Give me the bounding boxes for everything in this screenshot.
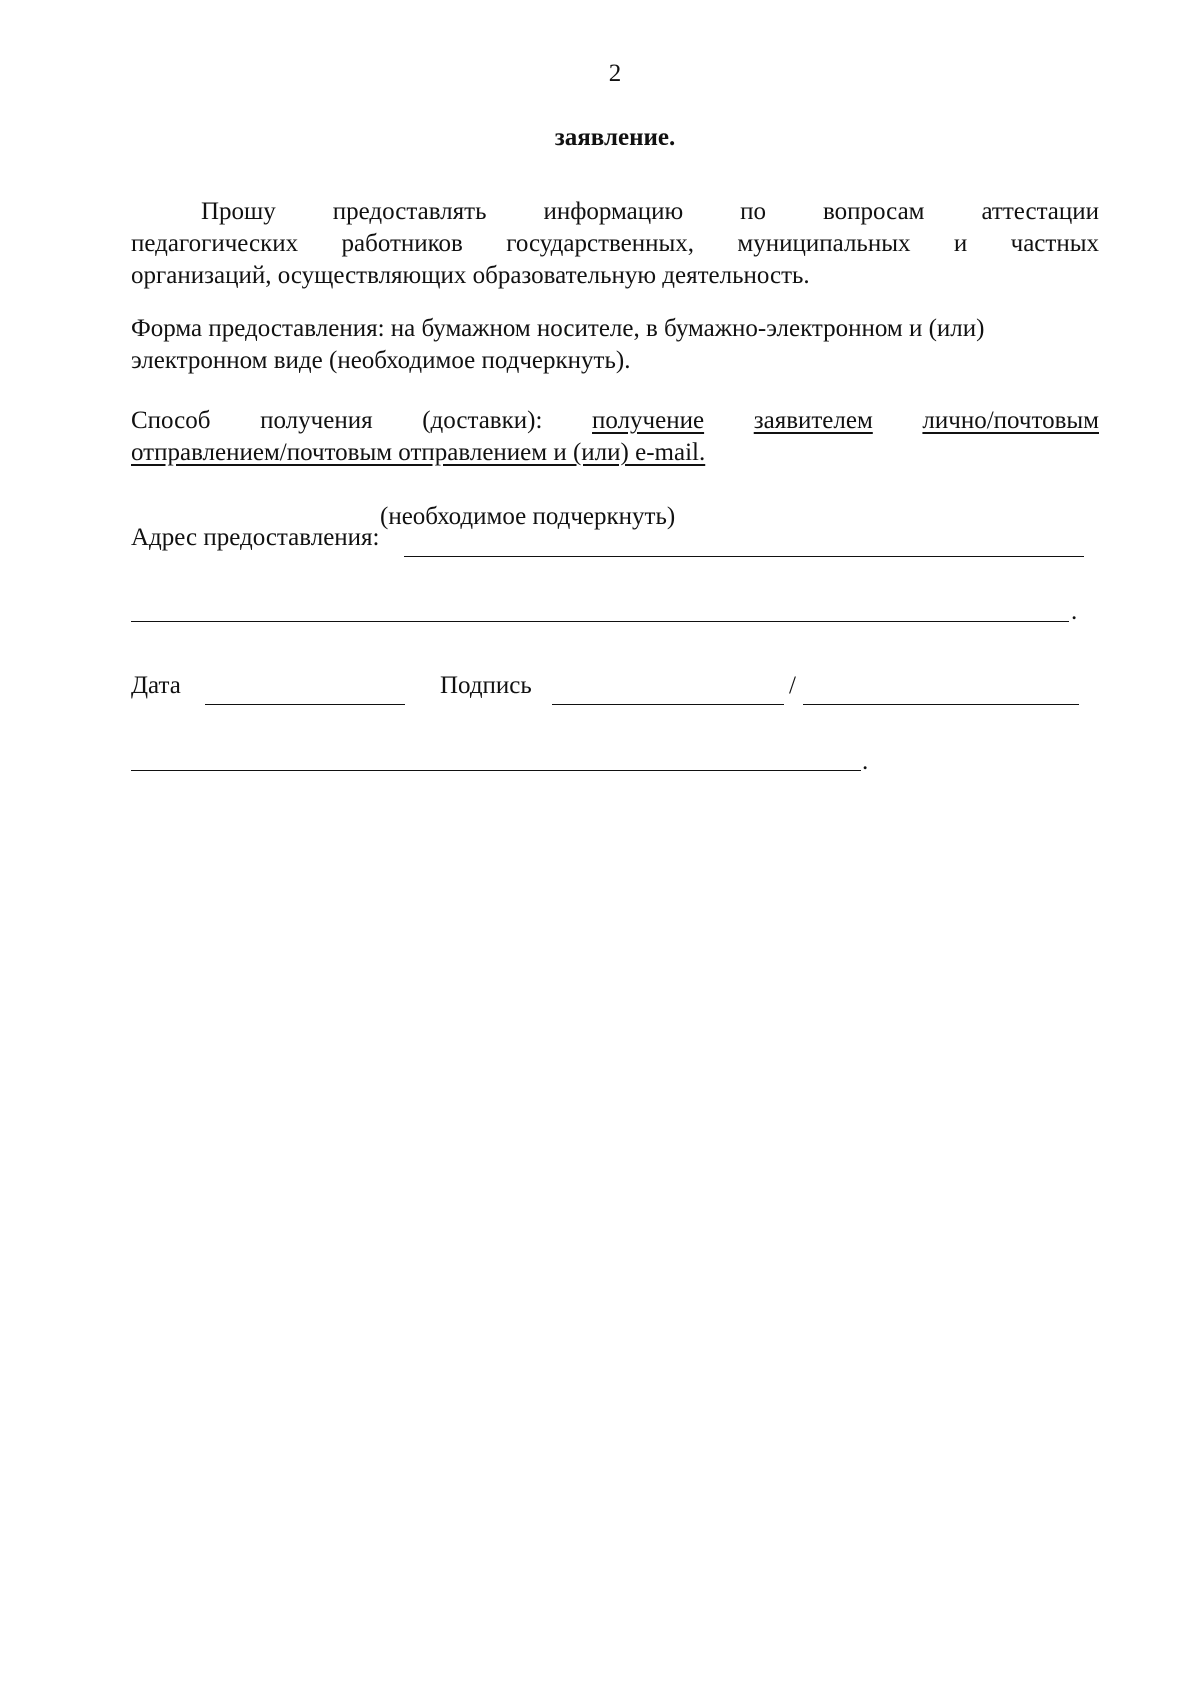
delivery-line-1: Способ получения (доставки): получение заявителем лично/почтовым: [131, 407, 1099, 434]
request-paragraph: [131, 196, 1099, 292]
final-field-line[interactable]: [131, 770, 861, 771]
final-period: .: [862, 748, 869, 775]
address-field-line-2[interactable]: [131, 621, 1069, 622]
address-label: Адрес предоставления:: [131, 524, 380, 551]
signature-label: Подпись: [440, 672, 532, 699]
signature-slash: /: [789, 672, 796, 699]
signature-field[interactable]: [552, 704, 784, 705]
form-line-2: электронном виде (необходимое подчеркнуть).: [131, 347, 631, 374]
delivery-line-2: отправлением/почтовым отправлением и (или) e-mail.: [131, 439, 706, 466]
date-label: Дата: [131, 672, 181, 699]
delivery-option-personal: получение: [592, 407, 705, 434]
request-line-2: педагогических работников государственных, муниципальных и частных: [131, 230, 1099, 257]
signature-name-field[interactable]: [803, 704, 1079, 705]
request-line-1: Прошу предоставлять информацию по вопросам аттестации: [201, 198, 1100, 225]
page-number: 2: [608, 60, 622, 87]
date-field[interactable]: [205, 704, 405, 705]
form-paragraph: [131, 313, 1099, 377]
request-line-3: организаций, осуществляющих образовательную деятельность.: [131, 262, 810, 289]
delivery-note: (необходимое подчеркнуть): [380, 503, 676, 530]
delivery-paragraph: [131, 405, 1099, 469]
document-title: заявление.: [554, 124, 676, 151]
address-field-line-1[interactable]: [404, 556, 1084, 557]
form-line-1: Форма предоставления: на бумажном носителе, в бумажно-электронном и (или): [131, 315, 985, 342]
address-period: .: [1071, 598, 1078, 625]
